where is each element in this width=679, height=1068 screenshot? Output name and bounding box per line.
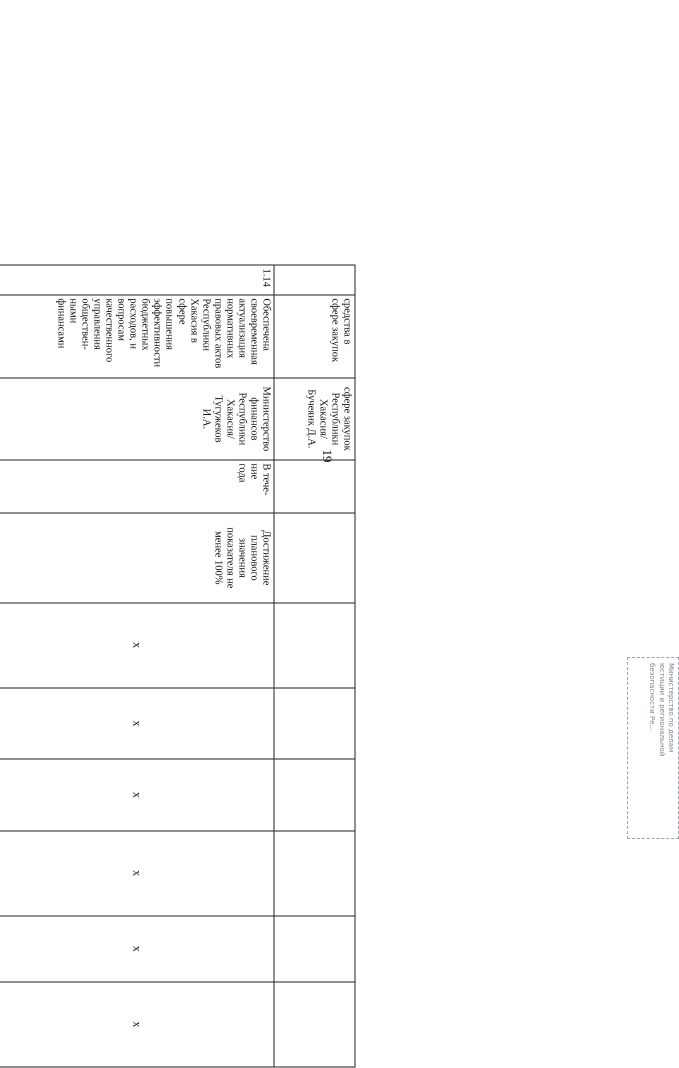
executor-cell: сфере закупок Республики Хакасия/ Бучеяик Д.А. — [274, 378, 355, 460]
value-cell — [274, 759, 355, 830]
value-cell — [274, 916, 355, 982]
table-row — [0, 265, 274, 1067]
registration-stamp: Министерство по делам юстиции и региональной безопасности Ре... — [627, 657, 679, 839]
row-number-cell — [274, 265, 355, 295]
value-cell — [274, 688, 355, 759]
term-cell: В тече- ние года — [0, 460, 274, 513]
value-cell: x — [0, 916, 274, 982]
value-cell: x — [0, 982, 274, 1067]
table-row — [274, 265, 355, 1067]
rotated-table-frame — [0, 265, 356, 1068]
event-cell: Обеспечена своевременная актуализация нормативных правовых актов Республики Хакасия в сфере повышения эффективности бюджетных расходов, и вопросам качественного управления обществен- ными финансами — [0, 295, 274, 378]
term-cell — [274, 460, 355, 513]
value-cell: x — [0, 831, 274, 916]
value-cell: x — [0, 759, 274, 830]
plan-table — [0, 265, 356, 1068]
event-cell: средства в сфере закупок — [274, 295, 355, 378]
page-number: 19 — [320, 449, 335, 463]
value-cell: x — [0, 603, 274, 688]
row-number-cell: 1.14 — [0, 265, 274, 295]
value-cell: x — [0, 688, 274, 759]
result-cell: Достижение планового значения показателя не менее 100% — [0, 513, 274, 602]
value-cell — [274, 831, 355, 916]
value-cell — [274, 603, 355, 688]
result-cell — [274, 513, 355, 602]
executor-cell: Министерство финансов Республики Хакасия/ Тугужеков И.А. — [0, 378, 274, 460]
value-cell — [274, 982, 355, 1067]
